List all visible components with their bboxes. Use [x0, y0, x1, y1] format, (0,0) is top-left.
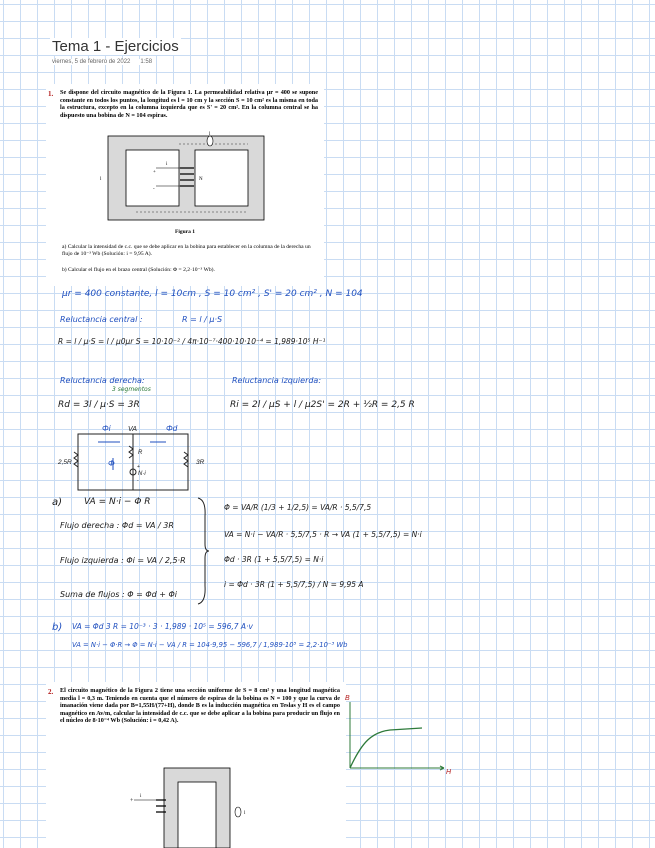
part-b-line-1: VA = Φd 3 R = 10⁻³ · 3 · 1,989 · 10⁵ = 596,7 A·v: [72, 622, 253, 631]
fig-label-l-top: l: [209, 132, 211, 137]
part-b-line-2: VA = N·i − Φ·R → Φ = N·i − VA / R = 104·9,95 − 596,7 / 1,989·10⁵ = 2,2·10⁻³ Wb: [72, 641, 348, 649]
reluctance-left-title: Reluctancia izquierda:: [232, 376, 322, 385]
magnetization-sketch: [340, 692, 460, 776]
result-line-1: Φ = VA/R (1/3 + 1/2,5) = VA/R · 5,5/7,5: [224, 503, 372, 512]
fig-label-plus: +: [153, 170, 156, 175]
suma-flujos: Suma de flujos : Φ = Φd + Φi: [60, 590, 178, 599]
circuit-va: VA: [128, 426, 137, 433]
page-title: Tema 1 - Ejercicios: [52, 38, 179, 55]
circuit-r: R: [138, 450, 143, 456]
problem-statement: El circuito magnético de la Figura 2 tiene una sección uniforme de S = 8 cm² y una longitud magnética media l = 0,3 m. Teniendo en cuenta que el número de espiras de la bobina es N = 100 y que la curva de imanación viene dada por B=1,55H/(77+H), donde B es la inducción magnética en Teslas y H es el campo magnético en Av/m, calcular la intensidad de c.c. que se debe aplicar a la bobina para producir un flujo en el núcleo de 8·10⁻⁴ Wb (Solución: i = 0,42 A).: [60, 687, 340, 725]
problem-1: [46, 84, 324, 286]
reluctance-central-title: Reluctancia central :: [60, 315, 143, 324]
circuit-phi: Φ: [108, 459, 115, 468]
axis-label-h: H: [446, 769, 452, 776]
data-line: μr = 400 constante, l = 10cm , S = 10 cm² , S' = 20 cm² , N = 104: [62, 289, 363, 299]
circuit-phi-i: Φi: [102, 424, 111, 433]
problem-2: [46, 682, 346, 848]
part-a-label: a): [52, 497, 63, 508]
time-text: 1:58: [140, 59, 153, 65]
brace: [196, 496, 210, 606]
equivalent-circuit: [58, 422, 228, 502]
fig-label-i: i: [166, 162, 168, 167]
reluctance-left-formula: Ri = 2l / μS + l / μ2S' = 2R + ½R = 2,5 R: [230, 400, 415, 410]
three-segments-note: 3 segmentos: [112, 386, 151, 393]
result-line-4: i = Φd · 3R (1 + 5,5/7,5) / N = 9,95 A: [224, 580, 364, 589]
circuit-minus: -: [137, 478, 139, 484]
circuit-phi-d: Φd: [166, 424, 178, 433]
flujo-derecha: Flujo derecha : Φd = VA / 3R: [60, 521, 174, 530]
figure-2-diagram: [126, 762, 276, 848]
part-b-label: b): [52, 622, 63, 633]
question-a: a) Calcular la intensidad de c.c. que se debe aplicar en la bobina para establecer en la columna de la derecha un flujo de 10⁻³ Wb (Solución: i = 9,95 A).: [62, 244, 311, 257]
question-b: b) Calcular el flujo en el brazo central (Solución: Φ = 2,2·10⁻³ Wb).: [62, 267, 215, 273]
flujo-izquierda: Flujo izquierda : Φi = VA / 2,5·R: [60, 556, 186, 565]
fig2-label-plus: +: [130, 798, 134, 804]
problem-statement: Se dispone del circuito magnético de la Figura 1. La permeabilidad relativa μr = 400 se supone constante en todos los puntos, la longitud es l = 10 cm y la sección S = 10 cm² es la misma en toda la estructura, excepto en la columna izquierda que es S' = 20 cm². En la columna central se ha dispuesto una bobina de N = 104 espiras.: [60, 89, 318, 119]
result-line-2: VA = N·i − VA/R · 5,5/7,5 · R → VA (1 + 5,5/7,5) = N·i: [224, 530, 422, 539]
circuit-r-right: 3R: [196, 459, 205, 466]
date-text: viernes, 5 de febrero de 2022: [52, 59, 131, 65]
reluctance-formula: R = l / μ·S = l / μ0μr S = 10·10⁻² / 4π·10⁻⁷·400·10·10⁻⁴ = 1,989·10⁵ H⁻¹: [58, 337, 326, 346]
fig-label-l-left: l: [100, 177, 102, 182]
problem-number: 1.: [48, 90, 54, 98]
page-date: [50, 59, 154, 65]
fig2-label-l: l: [244, 811, 246, 816]
reluctance-central-def: R = l / μ·S: [182, 315, 223, 324]
reluctance-right-formula: Rd = 3l / μ·S = 3R: [58, 400, 140, 410]
fig-label-minus: -: [153, 187, 155, 192]
problem-number: 2.: [48, 688, 54, 696]
figure-caption: Figura 1: [174, 229, 195, 235]
reluctance-right-title: Reluctancia derecha:: [60, 376, 145, 385]
circuit-ni: N·i: [138, 471, 146, 477]
axis-label-b: B: [345, 695, 350, 702]
fig2-label-i: i: [140, 794, 142, 799]
circuit-plus: +: [137, 464, 140, 470]
circuit-r-left: 2,5R: [58, 459, 72, 466]
result-line-3: Φd · 3R (1 + 5,5/7,5) = N·i: [224, 555, 324, 564]
figure-1-diagram: [96, 130, 276, 227]
fig-label-n: N: [199, 177, 203, 182]
part-a-equation: VA = N·i − Φ R: [84, 497, 151, 507]
